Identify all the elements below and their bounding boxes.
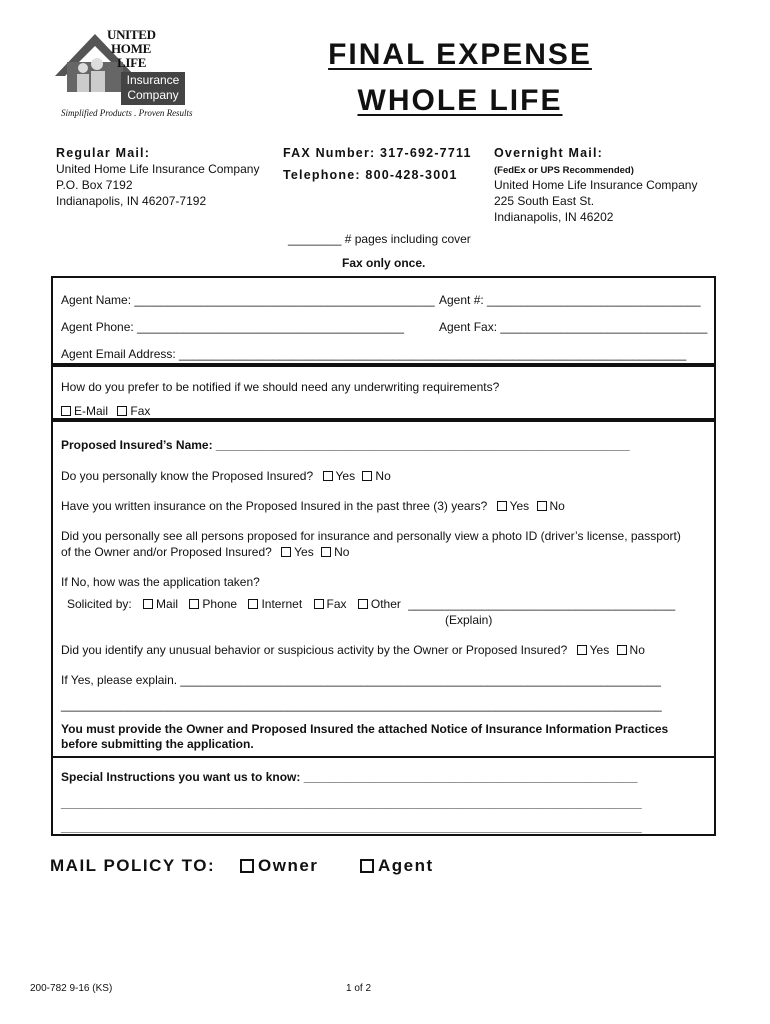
solicited-internet-checkbox[interactable] [248,599,258,609]
special-instructions-line2[interactable]: _______________________________________________________________________________________ [61,796,642,810]
proposed-insured-box [51,420,716,836]
q3-yes-checkbox[interactable] [281,547,291,557]
fax-number: FAX Number: 317-692-7711 [283,146,472,160]
agent-phone-field[interactable]: Agent Phone: ________________________________________ [61,320,405,334]
question-written-insurance [61,499,565,513]
overnight-mail-label: Overnight Mail: [494,146,603,160]
solicited-by-options [67,597,675,611]
agent-checkbox[interactable] [360,859,374,873]
q3-no-checkbox[interactable] [321,547,331,557]
question-know-insured [61,469,391,483]
fax-only-once: Fax only once. [342,256,426,270]
question-photo-id [61,545,349,559]
notify-options [59,404,150,418]
email-option-label: E-Mail [74,404,109,418]
solicited-other-field[interactable]: ________________________________________ [408,597,676,611]
special-instructions-field[interactable]: Special Instructions you want us to know: __________________________________________________ [61,770,638,784]
mail-policy-label: MAIL POLICY TO: [50,856,216,875]
logo-line2: HOME [111,41,151,56]
q3-text-line1: Did you personally see all persons proposed for insurance and personally view a photo ID (driver’s license, passport) [61,529,681,543]
solicited-phone-label: Phone [202,597,238,611]
solicited-fax-checkbox[interactable] [314,599,324,609]
logo-company: Company [127,88,179,102]
special-instructions-line3[interactable]: _______________________________________________________________________________________ [61,820,642,834]
form-number: 200-782 9-16 (KS) [30,983,113,994]
logo-insurance: Insurance [126,73,180,87]
solicited-other-label: Other [370,597,401,611]
logo-insurance-company [121,72,185,105]
overnight-mail-note: (FedEx or UPS Recommended) [494,165,634,176]
overnight-mail-line1: United Home Life Insurance Company [494,178,698,192]
q2-no-label: No [549,499,565,513]
mail-agent-option [360,856,434,876]
q2-yes-label: Yes [509,499,530,513]
solicited-mail-label: Mail [156,597,179,611]
regular-mail-line3: Indianapolis, IN 46207-7192 [56,194,207,208]
if-yes-explain-line2[interactable]: __________________________________________________________________________________________ [61,698,662,712]
explain-caption: (Explain) [445,613,493,627]
regular-mail-line1: United Home Life Insurance Company [56,162,260,176]
q2-text: Have you written insurance on the Proposed Insured in the past three (3) years? [61,499,488,513]
q1-text: Do you personally know the Proposed Insured? [61,469,314,483]
pages-including-cover[interactable]: ________ # pages including cover [288,232,471,246]
agent-fax-field[interactable]: Agent Fax: _______________________________ [439,320,708,334]
logo-line3: LIFE [117,55,147,70]
logo-tagline: Simplified Products . Proven Results [61,108,193,118]
q5-no-checkbox[interactable] [617,645,627,655]
q5-text: Did you identify any unusual behavior or suspicious activity by the Owner or Proposed Insured? [61,643,568,657]
fax-option-label: Fax [130,404,151,418]
title-line2: WHOLE LIFE [357,84,563,117]
overnight-mail-line2: 225 South East St. [494,194,595,208]
telephone-number: Telephone: 800-428-3001 [283,168,458,182]
if-yes-explain-field[interactable]: If Yes, please explain. ________________________________________________________________________ [61,673,661,687]
q1-no-checkbox[interactable] [362,471,372,481]
owner-label: Owner [258,856,319,875]
email-checkbox[interactable] [61,406,71,416]
agent-email-field[interactable]: Agent Email Address: ____________________________________________________________________________ [61,347,687,361]
notification-box [51,365,716,420]
proposed-insured-name-field[interactable]: Proposed Insured’s Name: ______________________________________________________________ [61,438,630,452]
agent-label: Agent [378,856,434,875]
notice-line2: before submitting the application. [61,737,254,751]
q4-text: If No, how was the application taken? [61,575,260,589]
section-divider [53,756,714,758]
notify-question: How do you prefer to be notified if we should need any underwriting requirements? [61,380,500,394]
solicited-internet-label: Internet [261,597,303,611]
q1-no-label: No [375,469,391,483]
owner-checkbox[interactable] [240,859,254,873]
page-number: 1 of 2 [346,983,372,994]
solicited-other-checkbox[interactable] [358,599,368,609]
agent-name-field[interactable]: Agent Name: _____________________________________________ [61,293,435,307]
solicited-phone-checkbox[interactable] [189,599,199,609]
q3-no-label: No [334,545,350,559]
regular-mail-line2: P.O. Box 7192 [56,178,133,192]
q3-text-line2: of the Owner and/or Proposed Insured? [61,545,272,559]
q2-no-checkbox[interactable] [537,501,547,511]
q5-yes-label: Yes [589,643,610,657]
notice-line1: You must provide the Owner and Proposed Insured the attached Notice of Insurance Information Practices [61,722,669,736]
q2-yes-checkbox[interactable] [497,501,507,511]
page-title [300,32,620,124]
solicited-fax-label: Fax [326,597,347,611]
regular-mail-label: Regular Mail: [56,146,151,160]
agent-info-box [51,276,716,365]
q3-yes-label: Yes [294,545,314,559]
company-logo [55,22,195,122]
q5-yes-checkbox[interactable] [577,645,587,655]
agent-number-field[interactable]: Agent #: ________________________________ [439,293,701,307]
logo-name [107,28,156,70]
solicited-mail-checkbox[interactable] [143,599,153,609]
fax-checkbox[interactable] [117,406,127,416]
logo-line1: UNITED [107,27,156,42]
overnight-mail-line3: Indianapolis, IN 46202 [494,210,614,224]
question-suspicious-activity [61,643,645,657]
q5-no-label: No [629,643,645,657]
solicited-by-label: Solicited by: [67,597,132,611]
title-line1: FINAL EXPENSE [328,38,592,71]
q1-yes-label: Yes [335,469,356,483]
mail-owner-option [240,856,318,876]
q1-yes-checkbox[interactable] [323,471,333,481]
